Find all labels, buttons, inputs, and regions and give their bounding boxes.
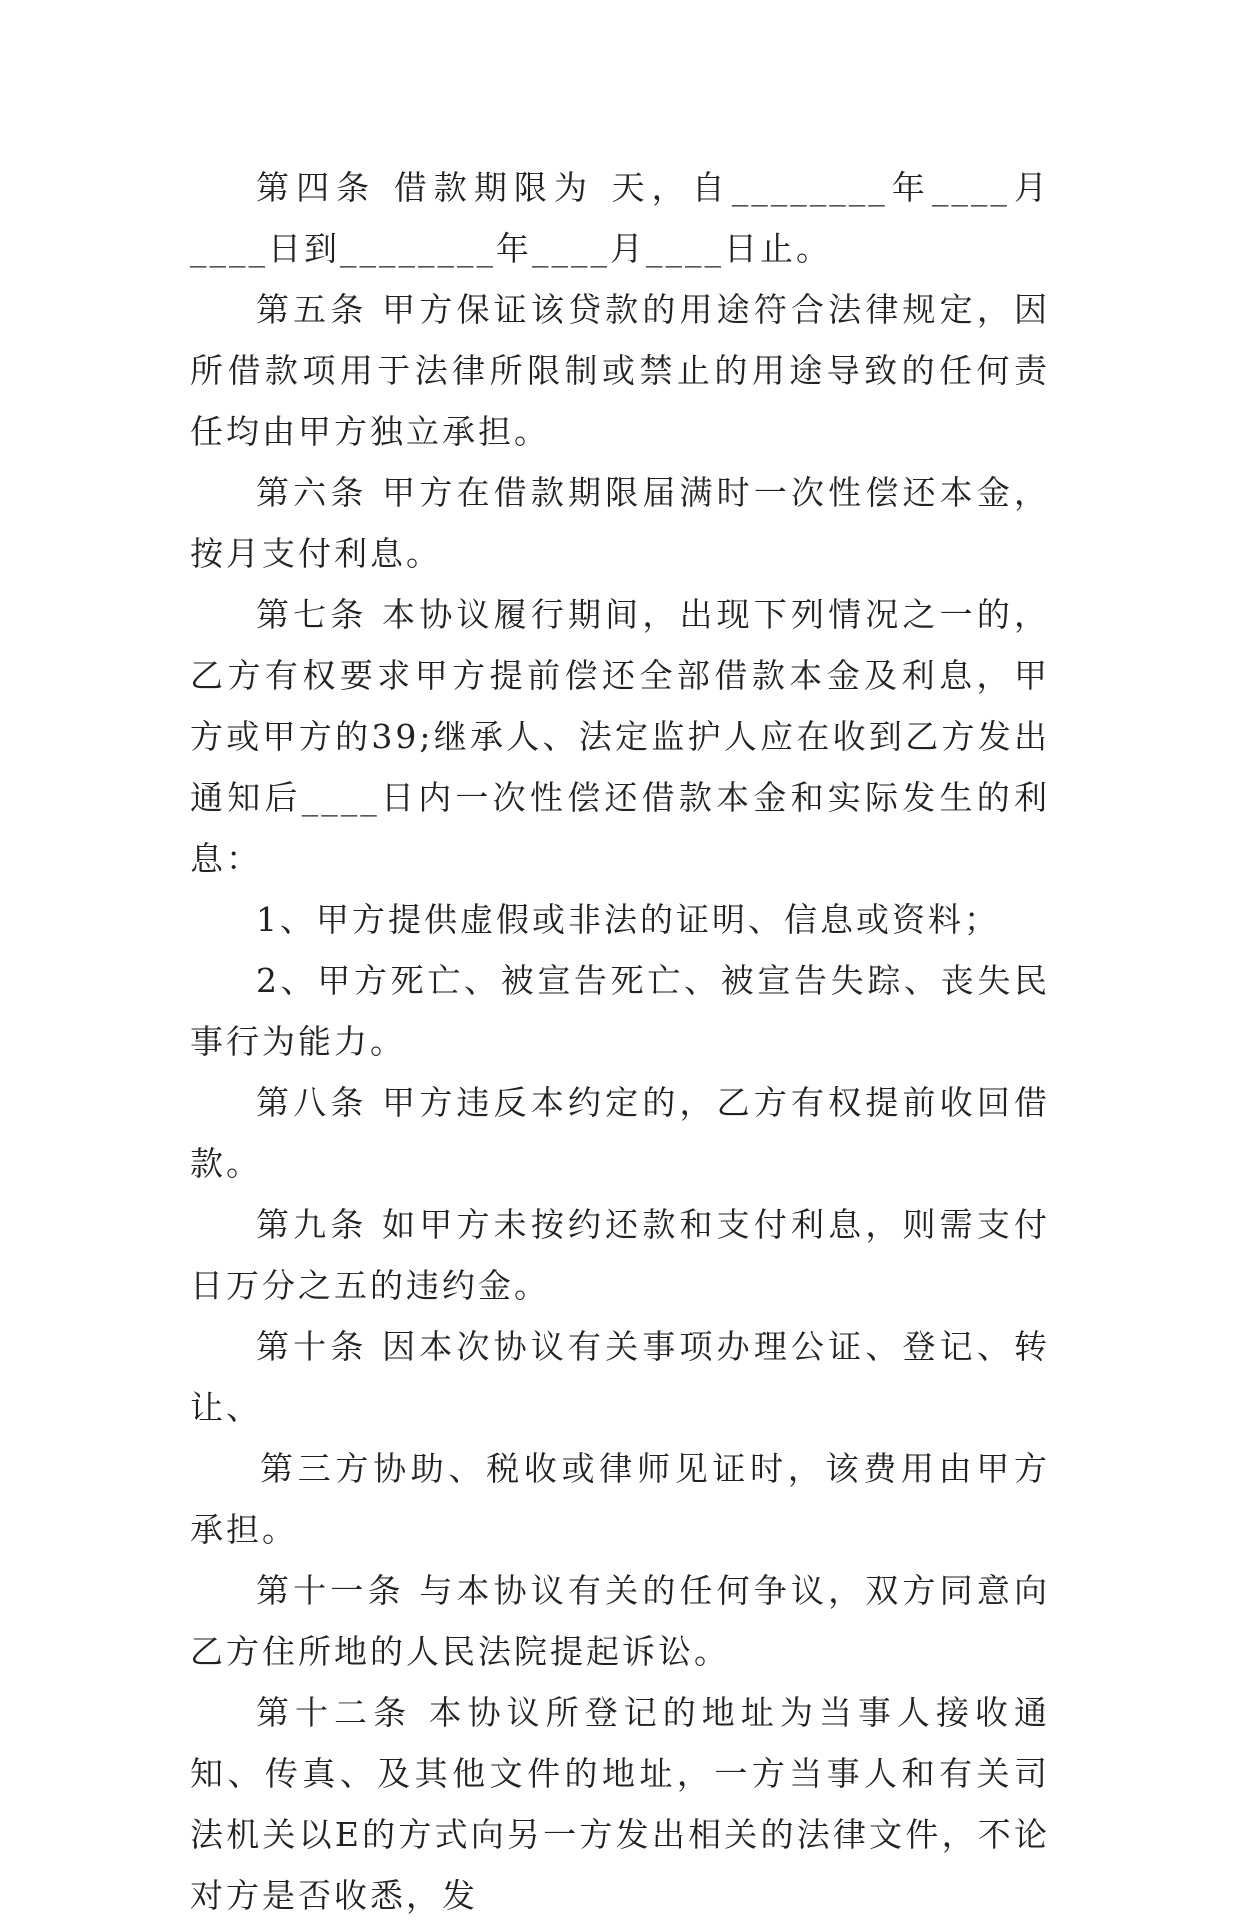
article-10-continuation: 第三方协助、税收或律师见证时，该费用由甲方承担。	[190, 1449, 1050, 1549]
article-7-item-1: 1、甲方提供虚假或非法的证明、信息或资料；	[256, 900, 1000, 939]
article-10-paragraph: 第十条 因本次协议有关事项办理公证、登记、转让、	[190, 1327, 1050, 1427]
article-4-paragraph: 第四条 借款期限为 天，自________年____月____日到________年____月____日止。	[190, 168, 1050, 268]
article-7-item-2: 2、甲方死亡、被宣告死亡、被宣告失踪、丧失民事行为能力。	[190, 961, 1050, 1061]
article-12-paragraph: 第十二条 本协议所登记的地址为当事人接收通知、传真、及其他文件的地址，一方当事人和有关司法机关以E的方式向另一方发出相关的法律文件，不论对方是否收悉，发	[190, 1693, 1050, 1915]
article-6-paragraph: 第六条 甲方在借款期限届满时一次性偿还本金，按月支付利息。	[190, 473, 1050, 573]
article-7-paragraph: 第七条 本协议履行期间，出现下列情况之一的，乙方有权要求甲方提前偿还全部借款本金及利息，甲方或甲方的39;继承人、法定监护人应在收到乙方发出通知后____日内一次性偿还借款本金和实际发生的利息：	[190, 595, 1050, 878]
article-11-paragraph: 第十一条 与本协议有关的任何争议，双方同意向乙方住所地的人民法院提起诉讼。	[190, 1571, 1050, 1671]
article-9-paragraph: 第九条 如甲方未按约还款和支付利息，则需支付日万分之五的违约金。	[190, 1205, 1050, 1305]
article-8-paragraph: 第八条 甲方违反本约定的，乙方有权提前收回借款。	[190, 1083, 1050, 1183]
article-5-paragraph: 第五条 甲方保证该贷款的用途符合法律规定，因所借款项用于法律所限制或禁止的用途导致的任何责任均由甲方独立承担。	[190, 290, 1050, 451]
document-body	[190, 157, 1050, 1926]
